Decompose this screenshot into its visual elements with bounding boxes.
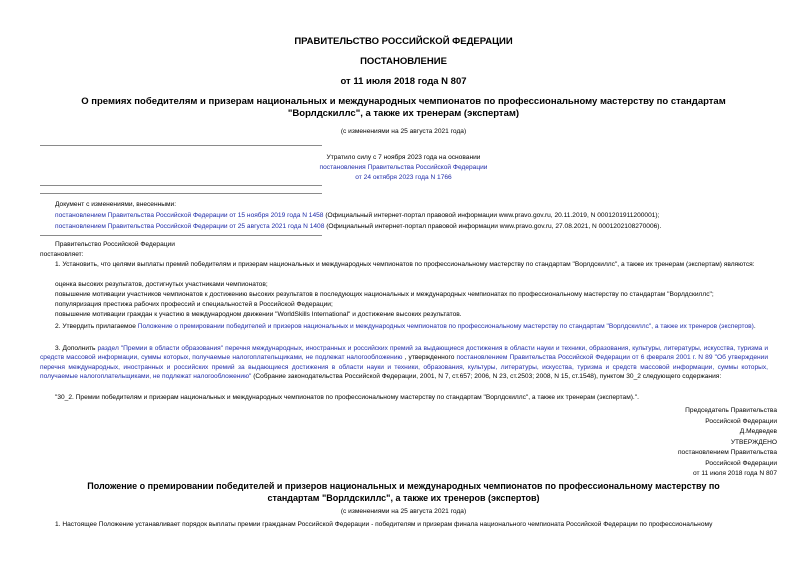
decrees-line: постановляет: (40, 251, 84, 258)
paragraph-1d: повышение мотивации граждан к участию в международном движении "WorldSkills International" и достижение высоких результатов. (55, 311, 462, 318)
approved-by: постановлением Правительства (677, 449, 777, 456)
amendment-link-2021[interactable]: постановлением Правительства Российской Федерации от 25 августа 2021 года N 1408 (55, 223, 325, 230)
amendment-item-1: постановлением Правительства Российской Федерации от 15 ноября 2019 года N 1458 (Официальный интернет-портал правовой информации www.pravo.gov.ru, 20.11.2019, N 0001201911200001); (55, 212, 660, 219)
expired-link-decree[interactable]: постановления Правительства Российской Федерации (319, 164, 488, 171)
document-title: О премиях победителям и призерам национальных и международных чемпионатов по профессиональному мастерству по стандартам "Ворлдскиллс", а также их тренерам (экспертам) (81, 96, 726, 119)
approved-label: УТВЕРЖДЕНО (730, 438, 777, 446)
regulation-title: Положение о премировании победителей и призеров национальных и международных чемпионатов по профессиональному мастерству по стандартам "Ворлдскиллс", а также их тренеров (экспертов) (87, 481, 720, 503)
divider (40, 193, 322, 194)
date-number-heading: от 11 июля 2018 года N 807 (340, 76, 467, 87)
signature-country: Российской Федерации (705, 417, 777, 425)
decree-89-link[interactable]: постановлением Правительства Российской Федерации от 6 февраля 2001 г. N 89 "Об утверждении перечня международных, иностранных и российских премий за выдающиеся достижения в области науки и техники, образования, культуры, литературы, искусства, туризма и средств массовой информации, суммы которых, получаемые налогоплательщиками, не подлежат налогообложению" (40, 354, 769, 381)
paragraph-3-quote: "30_2. Премии победителям и призерам национальных и международных чемпионатов по профессиональному мастерству по стандартам "Ворлдскиллс", а также их тренерам (экспертам).". (55, 394, 639, 401)
expired-note (30, 153, 777, 183)
government-line: Правительство Российской Федерации (55, 241, 175, 248)
paragraph-1: 1. Установить, что целями выплаты премий победителям и призерам национальных и международных чемпионатов по профессиональному мастерству по стандартам "Ворлдскиллс", а также их тренерам (экспертам) являются: (55, 261, 755, 268)
paragraph-1a: оценка высоких результатов, достигнутых участниками чемпионатов; (55, 281, 268, 288)
amendments-intro: Документ с изменениями, внесенными: (55, 201, 177, 208)
signature-block (678, 406, 777, 480)
paragraph-1b: повышение мотивации участников чемпионатов к достижению высоких результатов в последующих национальных и международных чемпионатах по профессиональному мастерству по стандартам "Ворлдскиллс"; (55, 291, 714, 298)
expired-link-date[interactable]: от 24 октября 2023 года N 1766 (355, 174, 452, 181)
divider (40, 235, 322, 236)
signature-name: Д.Медведев (739, 428, 777, 435)
education-prizes-section-link[interactable]: раздел "Премии в области образования" перечня международных, иностранных и российских премий за выдающиеся достижения в области науки и техники, образования, культуры, литературы, искусства, туризма и средств массовой информации, суммы которых, получаемые налогоплательщиками, не подлежат налогообложению (40, 345, 768, 362)
regulation-amended-note: (с изменениями на 25 августа 2021 года) (340, 508, 467, 515)
paragraph-3: 3. Дополнить раздел "Премии в области образования" перечня международных, иностранных и российских премий за выдающиеся достижения в области науки и техники, образования, культуры, литературы, искусства, туризма и средств массовой информации, суммы которых, получаемые налогоплательщиками, не подлежат налогообложению , утвержденного постановлением Правительства Российской Федерации от 6 февраля 2001 г. N 89 "Об утверждении перечня международных, иностранных и российских премий за выдающиеся достижения в области науки и техники, образования, культуры, литературы, искусства, туризма и средств массовой информации, суммы которых, получаемые налогоплательщиками, не подлежат налогообложению" (Собрание законодательства Российской Федерации, 2001, N 7, ст.657; 2006, N 23, ст.2503; 2008, N 15, ст.1548), пунктом 30_2 следующего содержания: (40, 345, 769, 381)
divider (40, 185, 322, 186)
divider (40, 145, 322, 146)
signature-position: Председатель Правительства (685, 407, 777, 414)
paragraph-1c: популяризация престижа рабочих профессий и специальностей в Российской Федерации; (55, 301, 333, 308)
approved-country: Российской Федерации (705, 459, 777, 467)
paragraph-2: 2. Утвердить прилагаемое Положение о премировании победителей и призеров национальных и международных чемпионатов по профессиональному мастерству по стандартам "Ворлдскиллс", а также их тренеров (экспертов). (55, 323, 756, 330)
amendment-link-2019[interactable]: постановлением Правительства Российской Федерации от 15 ноября 2019 года N 1458 (55, 212, 324, 219)
amended-note: (с изменениями на 25 августа 2021 года) (340, 128, 467, 135)
regulation-paragraph-1: 1. Настоящее Положение устанавливает порядок выплаты премии гражданам Российской Федерации - победителям и призерам финала национального чемпионата Российской Федерации по профессиональному (55, 521, 713, 528)
government-heading: ПРАВИТЕЛЬСТВО РОССИЙСКОЙ ФЕДЕРАЦИИ (294, 36, 513, 47)
amendment-item-2: постановлением Правительства Российской Федерации от 25 августа 2021 года N 1408 (Официальный интернет-портал правовой информации www.pravo.gov.ru, 27.08.2021, N 0001202108270006). (55, 223, 662, 230)
approved-date: от 11 июля 2018 года N 807 (692, 470, 777, 477)
expired-line-1: Утратило силу с 7 ноября 2023 года на основании (326, 154, 481, 161)
regulation-link[interactable]: Положение о премировании победителей и призеров национальных и международных чемпионатов по профессиональному мастерству по стандартам "Ворлдскиллс", а также их тренеров (экспертов) (137, 323, 754, 330)
doc-type-heading: ПОСТАНОВЛЕНИЕ (360, 56, 447, 67)
